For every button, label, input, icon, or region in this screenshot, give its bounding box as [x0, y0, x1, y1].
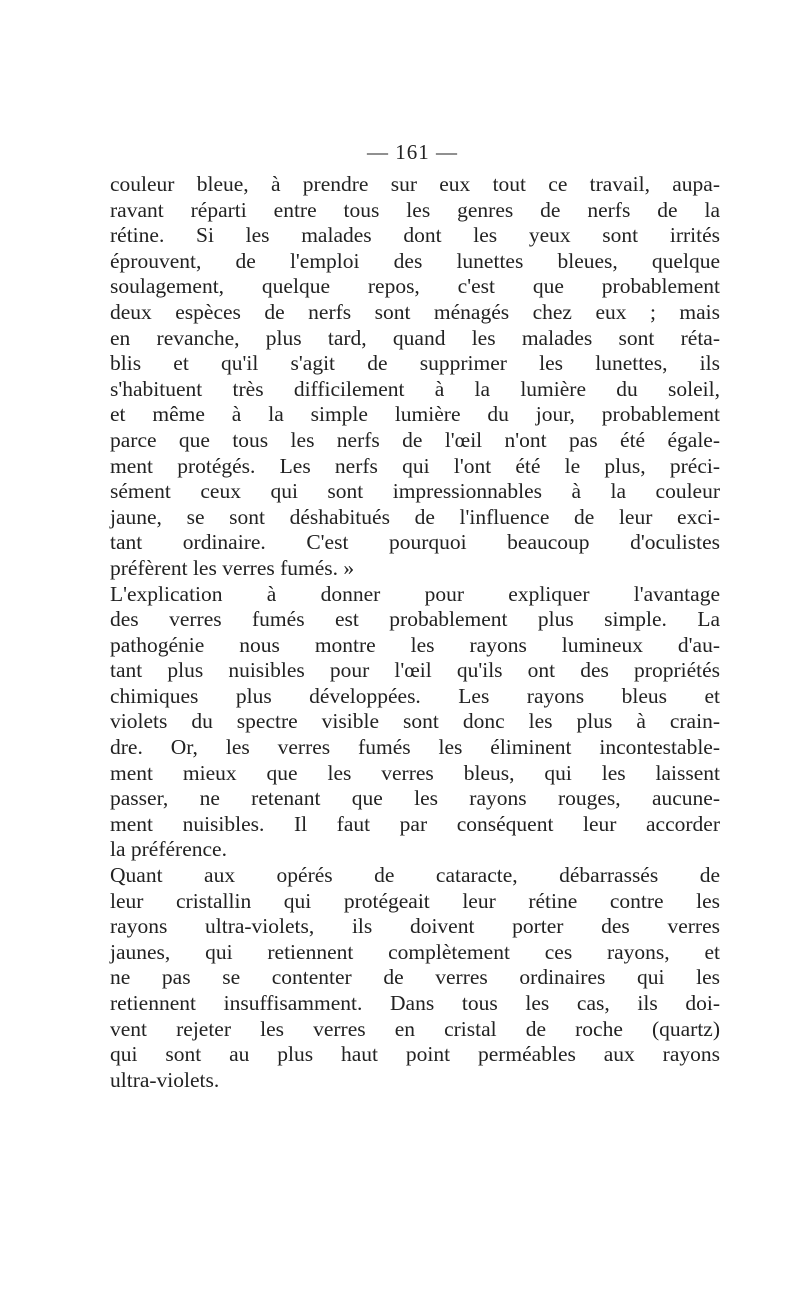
text-line: leur cristallin qui protégeait leur rétine contre les [110, 888, 720, 913]
text-line: rayons ultra-violets, ils doivent porter des verres [110, 914, 720, 939]
text-line: parce que tous les nerfs de l'œil n'ont pas été égale- [110, 427, 720, 452]
text-line: pathogénie nous montre les rayons lumineux d'au- [110, 632, 720, 657]
text-line: passer, ne retenant que les rayons rouges, aucune- [110, 786, 720, 811]
text-line: éprouvent, de l'emploi des lunettes bleues, quelque [110, 248, 720, 273]
text-line: ment mieux que les verres bleus, qui les laissent [110, 760, 720, 785]
text-line: la préférence. [110, 837, 227, 862]
page-number: — 161 — [367, 140, 458, 164]
text-line: en revanche, plus tard, quand les malades sont réta- [110, 325, 720, 350]
text-line: et même à la simple lumière du jour, probablement [110, 402, 720, 427]
body-text [110, 172, 720, 1093]
text-line: ravant réparti entre tous les genres de nerfs de la [110, 197, 720, 222]
text-line: L'explication à donner pour expliquer l'avantage [110, 581, 720, 606]
text-line: tant ordinaire. C'est pourquoi beaucoup d'oculistes [110, 530, 720, 555]
text-line: s'habituent très difficilement à la lumière du soleil, [110, 376, 720, 401]
text-line: jaunes, qui retiennent complètement ces rayons, et [110, 939, 720, 964]
text-line: ment protégés. Les nerfs qui l'ont été le plus, préci- [110, 453, 720, 478]
text-line: des verres fumés est probablement plus simple. La [110, 607, 720, 632]
text-line: deux espèces de nerfs sont ménagés chez eux ; mais [110, 299, 720, 324]
text-line: rétine. Si les malades dont les yeux sont irrités [110, 223, 720, 248]
text-line: sément ceux qui sont impressionnables à la couleur [110, 479, 720, 504]
text-line: Quant aux opérés de cataracte, débarrassés de [110, 863, 720, 888]
text-line: soulagement, quelque repos, c'est que probablement [110, 274, 720, 299]
text-line: préfèrent les verres fumés. » [110, 555, 355, 580]
text-line: jaune, se sont déshabitués de l'influence de leur exci- [110, 504, 720, 529]
text-line: couleur bleue, à prendre sur eux tout ce travail, aupa- [110, 172, 720, 196]
text-line: blis et qu'il s'agit de supprimer les lunettes, ils [110, 351, 720, 376]
text-line: ment nuisibles. Il faut par conséquent leur accorder [110, 811, 720, 836]
text-line: chimiques plus développées. Les rayons bleus et [110, 683, 720, 708]
text-line: retiennent insuffisamment. Dans tous les cas, ils doi- [110, 991, 720, 1015]
text-line: ultra-violets. [110, 1067, 220, 1092]
text-line: ne pas se contenter de verres ordinaires qui les [110, 965, 720, 990]
text-line: dre. Or, les verres fumés les éliminent incontestable- [110, 735, 720, 760]
text-line: violets du spectre visible sont donc les plus à crain- [110, 709, 720, 734]
text-line: qui sont au plus haut point perméables aux rayons [110, 1042, 720, 1067]
text-line: tant plus nuisibles pour l'œil qu'ils ont des propriétés [110, 658, 720, 683]
text-line: vent rejeter les verres en cristal de roche (quartz) [110, 1016, 720, 1041]
